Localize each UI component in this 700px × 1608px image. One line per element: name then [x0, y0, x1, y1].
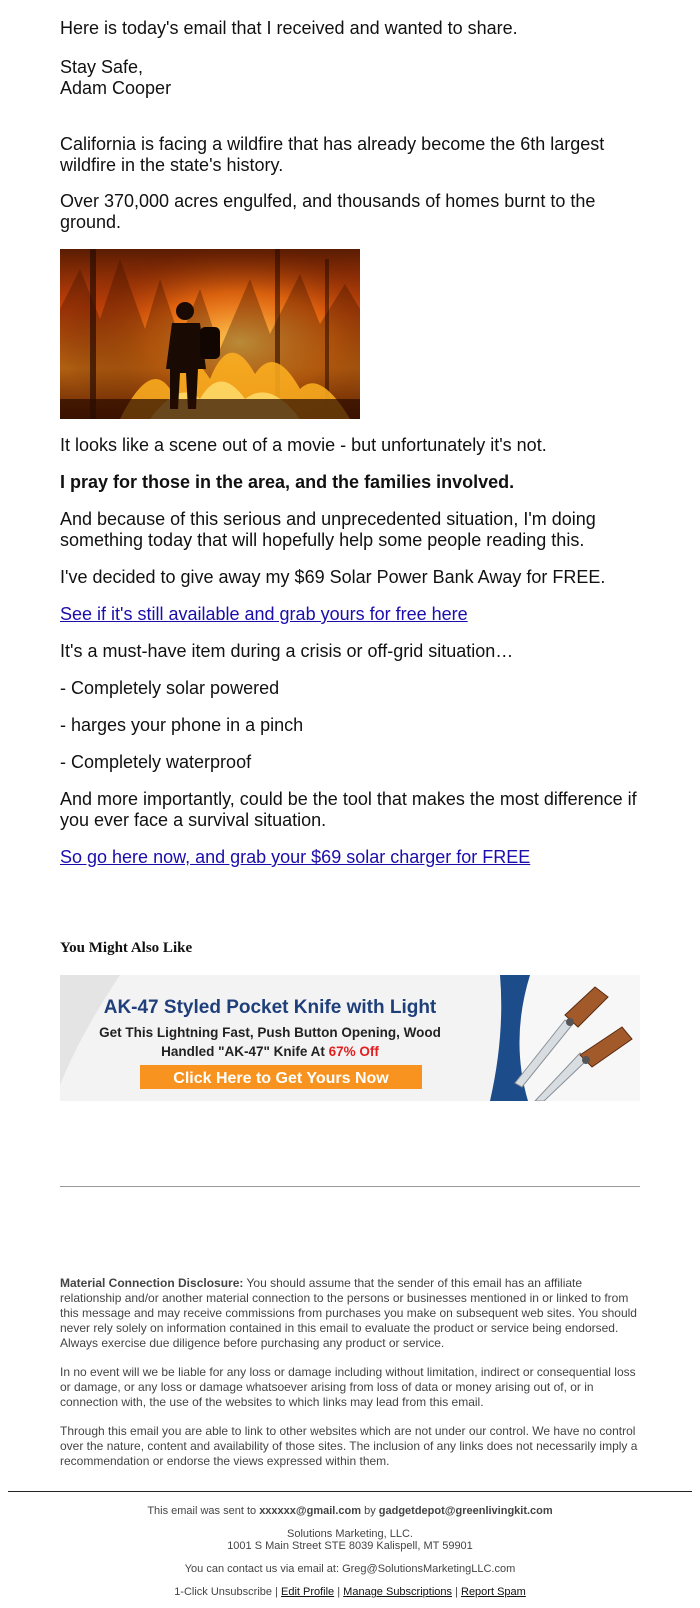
- ad-subtitle-line2: Handled "AK-47" Knife At 67% Off: [161, 1044, 379, 1059]
- solar-charger-link[interactable]: So go here now, and grab your $69 solar charger for FREE: [60, 847, 531, 867]
- contact-line: You can contact us via email at: Greg@SolutionsMarketingLLC.com: [184, 1563, 516, 1575]
- ad-title: AK-47 Styled Pocket Knife with Light: [103, 997, 437, 1018]
- paragraph-must-have: It's a must-have item during a crisis or off-grid situation…: [60, 641, 514, 661]
- unsubscribe-link[interactable]: 1-Click Unsubscribe: [174, 1586, 272, 1598]
- disclosure-label: Material Connection Disclosure:: [60, 1276, 244, 1290]
- signature-name: Adam Cooper: [60, 78, 172, 98]
- external-links-disclaimer: Through this email you are able to link to other websites which are not under our control. We have no control over the nature, content and availability of those sites. The inclusion of any links does not necessarily imply a recommendation or endorse the views expressed within them.: [60, 1424, 638, 1468]
- liability-disclaimer: In no event will we be liable for any loss or damage including without limitation, indirect or consequential loss or damage, or any loss or damage whatsoever arising from loss of data or money arising out of, or in connection with, the use of the websites to which links may lead from this email.: [60, 1365, 636, 1409]
- paragraph-movie-scene: It looks like a scene out of a movie - but unfortunately it's not.: [60, 435, 547, 455]
- paragraph-survival: And more importantly, could be the tool that makes the most difference if you ever face a survival situation.: [60, 789, 637, 830]
- footer-divider: [8, 1491, 692, 1492]
- you-might-also-like-heading: You Might Also Like: [60, 940, 193, 956]
- recipient-address: xxxxxx@gmail.com: [259, 1505, 362, 1517]
- manage-subscriptions-link[interactable]: Manage Subscriptions: [343, 1586, 453, 1598]
- section-divider: [60, 1186, 640, 1187]
- bullet-item: - Completely waterproof: [60, 752, 252, 772]
- email-footer: [0, 1505, 700, 1598]
- ad-subtitle-line1: Get This Lightning Fast, Push Button Opening, Wood: [99, 1025, 441, 1040]
- disclosure-section: [60, 1276, 640, 1469]
- footer-links: 1-Click Unsubscribe | Edit Profile | Manage Subscriptions | Report Spam: [174, 1586, 526, 1598]
- ad-cta-label: Click Here to Get Yours Now: [173, 1070, 389, 1087]
- free-power-bank-link[interactable]: See if it's still available and grab yours for free here: [60, 604, 468, 624]
- ad-discount: 67% Off: [328, 1044, 379, 1059]
- paragraph-wildfire: California is facing a wildfire that has already become the 6th largest wildfire in the state's history.: [60, 134, 605, 175]
- sender-address: gadgetdepot@greenlivingkit.com: [378, 1505, 553, 1517]
- bullet-item: - Completely solar powered: [60, 678, 280, 698]
- material-connection-disclosure: Material Connection Disclosure: You should assume that the sender of this email has an affiliate relationship and/or another material connection to the persons or businesses mentioned in or linked to from this message and may receive commissions from purchases you make on subsequent web sites. You should never rely solely on information contained in this email to evaluate the product or service being endorsed. Always exercise due diligence before purchasing any product or service.: [60, 1276, 637, 1350]
- bullet-item: - harges your phone in a pinch: [60, 715, 304, 735]
- sent-to-line: This email was sent to xxxxxx@gmail.com by gadgetdepot@greenlivingkit.com: [147, 1505, 553, 1517]
- knife-ad-banner[interactable]: [60, 975, 640, 1101]
- signoff-text: Stay Safe,: [60, 57, 144, 77]
- company-address: 1001 S Main Street STE 8039 Kalispell, MT 59901: [227, 1540, 473, 1552]
- email-body: [60, 18, 640, 868]
- paragraph-prayer: I pray for those in the area, and the families involved.: [60, 472, 515, 492]
- paragraph-giveaway: I've decided to give away my $69 Solar Power Bank Away for FREE.: [60, 567, 606, 587]
- wildfire-image: [60, 249, 360, 419]
- report-spam-link[interactable]: Report Spam: [461, 1586, 526, 1598]
- company-name: Solutions Marketing, LLC.: [287, 1528, 413, 1540]
- paragraph-situation: And because of this serious and unprecedented situation, I'm doing something today that will hopefully help some people reading this.: [60, 509, 596, 550]
- edit-profile-link[interactable]: Edit Profile: [280, 1586, 335, 1598]
- paragraph-acres: Over 370,000 acres engulfed, and thousands of homes burnt to the ground.: [60, 191, 596, 232]
- intro-text: Here is today's email that I received and wanted to share.: [60, 18, 518, 38]
